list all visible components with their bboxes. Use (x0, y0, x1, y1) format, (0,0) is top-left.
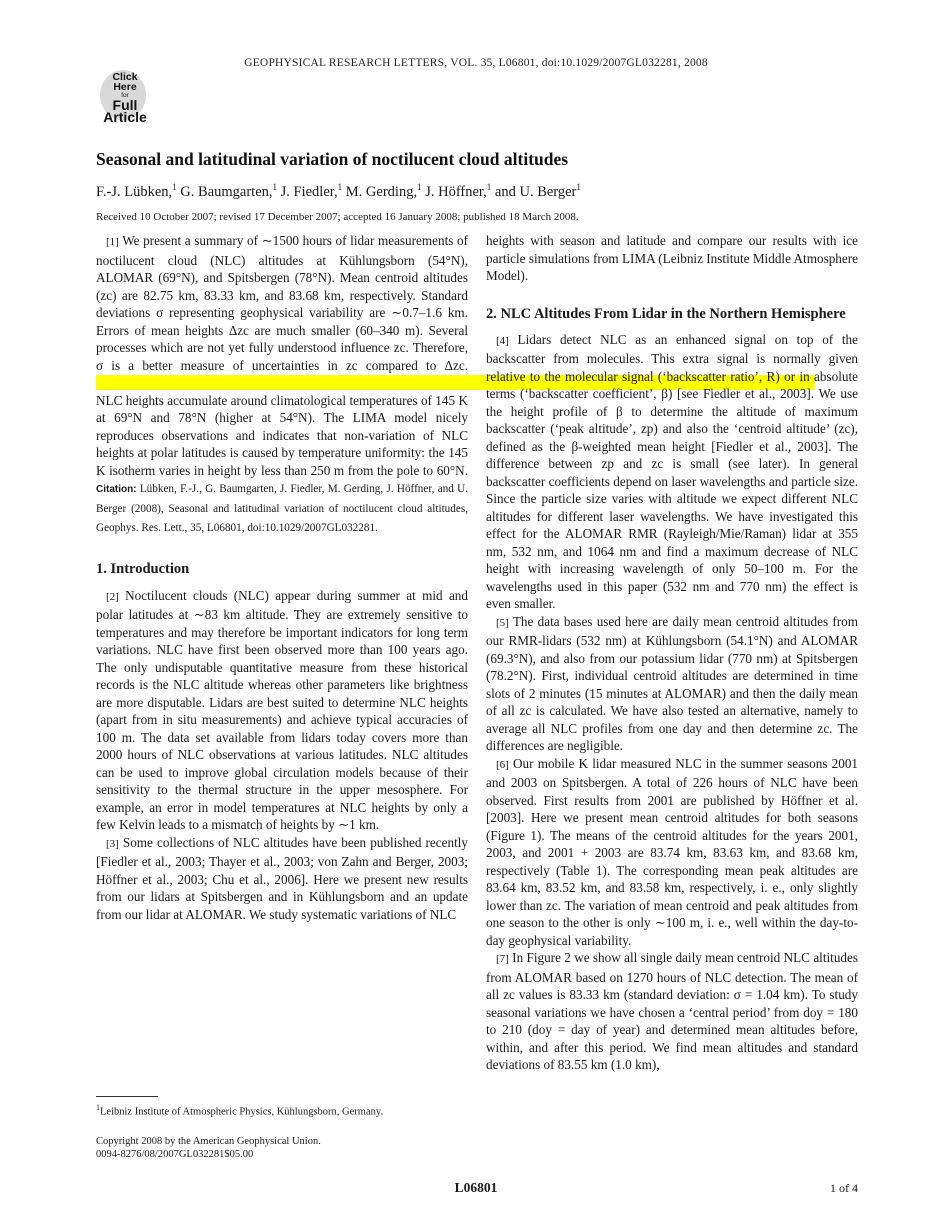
full-article-badge[interactable] (96, 68, 154, 124)
section-heading: 1. Introduction (96, 560, 190, 577)
badge-line: Here (113, 81, 137, 93)
author-affiliation: 1 (272, 182, 278, 192)
paragraph-text: heights with season and latitude and compare our results with ice particle simulations from LIMA (Leibniz Institute Middle Atmosphere Model). (486, 233, 858, 283)
badge-line: Article (103, 109, 147, 125)
paragraph-text: Some collections of NLC altitudes have been published recently [Fiedler et al., 2003; Thayer et al., 2003; von Zahn and Berger, 2003; Höffner et al., 2003; Chu et al., 2006]. Here we present new results from our lidars at Spitsbergen and in Kühlungsborn and an update from our lidar at ALOMAR. We study systematic variations of NLC (96, 834, 468, 922)
paragraph-number: [1] (106, 236, 119, 248)
page-number: 1 of 4 (830, 1181, 858, 1195)
copyright-line: Copyright 2008 by the American Geophysical Union. (96, 1136, 321, 1147)
paragraph-text: Lidars detect NLC as an enhanced signal on top of the backscatter from molecules. This extra signal is normally given relative to the molecular signal (‘backscatter ratio’, R) or in absolute terms (‘backscatter coefficient’, β) [see Fiedler et al., 2003]. We use the height profile of β to determine the altitude of maximum backscatter (‘peak altitude’, zp) and also the ‘centroid altitude’ (zc), defined as the β-weighted mean height [Fiedler et al., 2003]. The difference between zp and zc is small (see later). In general backscatter coefficients depend on laser wavelengths and particle size. Since the particle size varies with altitude we expect different NLC altitudes for different laser wavelengths. We have investigated this effect for the ALOMAR RMR (Rayleigh/Mie/Raman) lidar at 355 nm, 532 nm, and 1064 nm and find a maximum decrease of NLC height with increasing wavelength of only 50–100 m. For the wavelengths used in this paper (532 nm and 770 nm) the effect is even smaller. (486, 331, 859, 611)
paragraph-number: [4] (496, 334, 509, 347)
author-list (96, 182, 581, 201)
paragraph-number: [6] (496, 758, 509, 771)
left-column (96, 232, 468, 923)
abstract-text: NLC heights accumulate around climatological temperatures of 145 K at 69°N and 78°N (higher at 54°N). The LIMA model nicely reproduces observations and indicates that non-variation of NLC heights at polar latitudes is caused by temperature uniformity: the 145 K isotherm varies in height by less than 250 m from the pole to 60°N. (96, 392, 468, 478)
author-affiliation: 1 (337, 182, 343, 192)
citation (96, 483, 468, 534)
body-paragraph (486, 232, 858, 285)
affiliation-footnote (96, 1103, 383, 1118)
paragraph-number: [2] (106, 590, 119, 603)
right-column (486, 232, 858, 1074)
body-paragraph (96, 834, 468, 924)
author-affiliation: 1 (417, 182, 422, 192)
paragraph-text: The data bases used here are daily mean centroid altitudes from our RMR-lidars (532 nm) at Kühlungsborn (54.1°N) and ALOMAR (69.3°N), and also from our potassium lidar (770 nm) at Spitsbergen (78.2°N). First, individual centroid altitudes are determined in time slots of 2 minutes (15 minutes at ALOMAR) and then the daily mean of all zc is calculated. We have also tested an alternative, namely to average all NLC profiles from one day and then determine zc. The differences are negligible. (486, 613, 858, 753)
paragraph-text: Our mobile K lidar measured NLC in the summer seasons 2001 and 2003 on Spitsbergen. A total of 226 hours of NLC have been observed. First results from 2001 are published by Höffner et al. [2003]. Here we present mean centroid altitudes for both seasons (Figure 1). The means of the centroid altitudes for the years 2001, 2003, and 2001 + 2003 are 83.74 km, 83.63 km, and 83.68 km, respectively (Table 1). The corresponding mean peak altitudes are 83.64 km, 83.52 km, and 83.58 km, respectively, i. e., only slightly lower than zc. The variation of mean centroid and peak altitudes from one season to the other is only ∼100 m, i. e., well within the day-to-day geophysical variability. (486, 755, 859, 948)
paragraph-number: [3] (106, 837, 119, 850)
body-paragraph (486, 331, 858, 613)
paragraph-text: Noctilucent clouds (NLC) appear during summer at mid and polar latitudes at ∼83 km altitude. They are extremely sensitive to temperatures and may therefore be important indicators for long term variations. NLC have first been observed more than 100 years ago. The only undisputable quantitative measure from these historical records is the NLC altitude whereas other parameters like brightness are more disputable. Lidars are best suited to determine NLC heights (apart from in situ measurements) and achieve typical accuracies of 100 m. The data set available from lidars today covers more than 2000 hours of NLC observations at various latitudes. NLC altitudes can be used to improve global circulation models because of their sensitivity to the thermal structure in the upper mesosphere. For example, an error in model temperatures at NLC heights by only a few Kelvin leads to a mismatch of heights by ∼1 km. (96, 587, 468, 832)
body-paragraph (486, 613, 858, 755)
body-paragraph (486, 755, 858, 950)
section-heading: 2. NLC Altitudes From Lidar in the Northern Hemisphere (486, 305, 846, 322)
paper-title: Seasonal and latitudinal variation of noctilucent cloud altitudes (96, 149, 569, 169)
footnote-text: Leibniz Institute of Atmospheric Physics, Kühlungsborn, Germany. (100, 1106, 384, 1118)
running-head: GEOPHYSICAL RESEARCH LETTERS, VOL. 35, L06801, doi:10.1029/2007GL032281, 2008 (244, 57, 708, 69)
author-name: J. Fiedler, (280, 183, 338, 200)
body-paragraph (96, 587, 468, 834)
author-affiliation: 1 (486, 182, 492, 192)
badge-line: Click (112, 71, 138, 83)
badge-line: for (121, 92, 129, 99)
paragraph-number: [7] (496, 953, 509, 965)
author-affiliation: 1 (576, 182, 581, 192)
footnote-mark: 1 (96, 1103, 100, 1112)
footnote-rule (96, 1096, 158, 1097)
citation-label: Citation: (96, 484, 137, 495)
author-name: and U. Berger (494, 183, 577, 200)
article-id: L06801 (454, 1180, 498, 1195)
body-paragraph (486, 949, 858, 1074)
paragraph-number: [5] (496, 616, 509, 629)
abstract-text: We present a summary of ∼1500 hours of lidar measurements of noctilucent cloud (NLC) altitudes at Kühlungsborn (54°N), ALOMAR (69°N), and Spitsbergen (78°N). Mean centroid altitudes (zc) are 82.75 km, 83.33 km, and 83.68 km, respectively. Standard deviations σ representing geophysical variability are ∼0.7–1.6 km. Errors of mean heights Δzc are much smaller (60–340 m). Several processes which are not yet fully understood influence zc. Therefore, σ is a better measure of uncertainties in zc compared to Δzc. (96, 233, 468, 373)
author-name: J. Höffner, (425, 183, 487, 200)
author-name: M. Gerding, (345, 183, 418, 200)
paragraph-text: In Figure 2 we show all single daily mean centroid NLC altitudes from ALOMAR based on 1270 hours of NLC detection. The mean of all zc values is 83.33 km (standard deviation: σ = 1.04 km). To study seasonal variations we have chosen a ‘central period’ from doy = 180 to 210 (doy = day of year) and determined mean altitudes before, within, and after this period. We find mean altitudes and standard deviations of 83.55 km (1.0 km), (486, 950, 858, 1072)
issn-line: 0094-8276/08/2007GL032281$05.00 (96, 1148, 254, 1160)
received-dates: Received 10 October 2007; revised 17 December 2007; accepted 16 January 2008; published 18 March 2008. (96, 211, 579, 223)
abstract-paragraph (96, 232, 468, 538)
copyright-block (96, 1136, 321, 1161)
author-affiliation: 1 (172, 182, 177, 192)
badge-line: Full (112, 97, 138, 113)
author-name: F.-J. Lübken, (96, 183, 173, 200)
citation-text: Lübken, F.-J., G. Baumgarten, J. Fiedler, M. Gerding, J. Höffner, and U. Berger (2008), Seasonal and latitudinal variation of noctilucent cloud altitudes, Geophys. Res. Lett., 35, L06801, doi:10.1029/2007GL032281. (96, 483, 469, 534)
author-name: G. Baumgarten, (180, 183, 273, 200)
